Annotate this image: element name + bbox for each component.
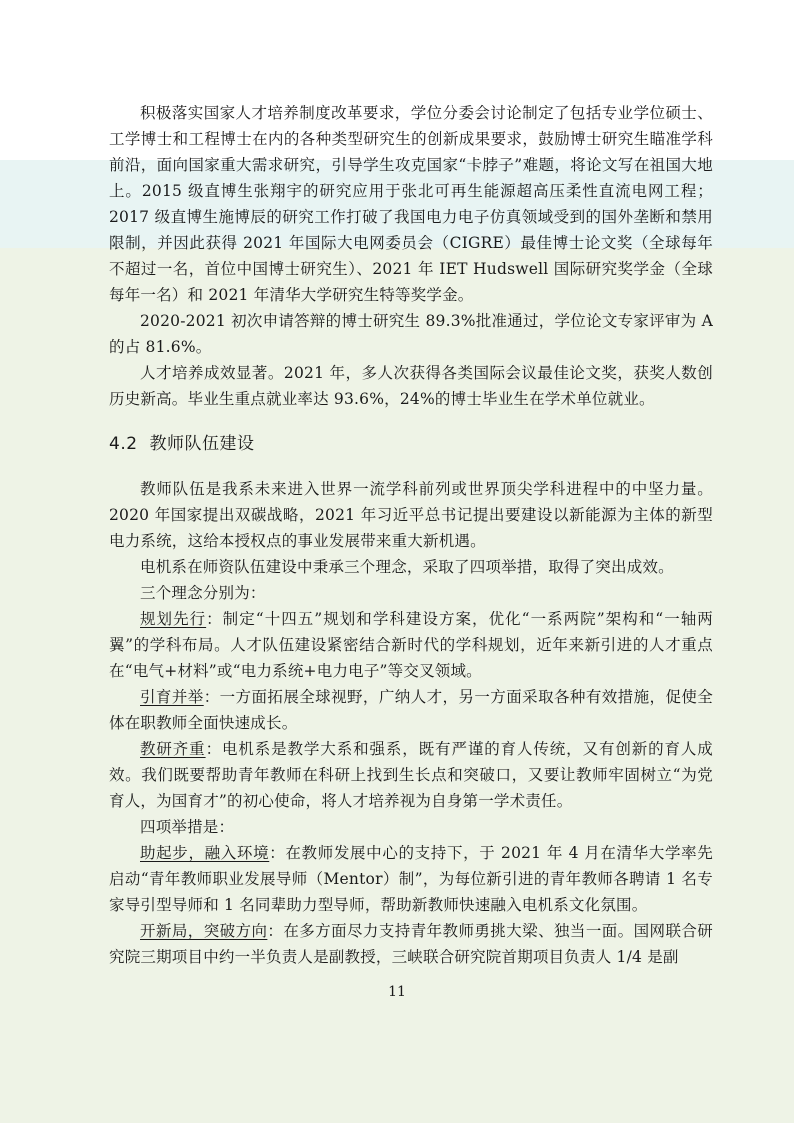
measure-text: ：在多方面尽力支持青年教师勇挑大梁、独当一面。国网联合研究院三期项目中约一半负责人是副教授，三峡联合研究院首期项目负责人 1/4 是副 xyxy=(109,922,713,966)
principle-text: ：一方面拓展全球视野，广纳人才，另一方面采取各种有效措施，促使全体在职教师全面快速成长。 xyxy=(109,688,713,732)
section-4-2-body xyxy=(109,476,713,970)
measure-item xyxy=(109,918,713,970)
principle-item xyxy=(109,684,713,736)
paragraph: 电机系在师资队伍建设中秉承三个理念，采取了四项举措，取得了突出成效。 xyxy=(140,558,674,576)
principle-item xyxy=(109,606,713,684)
paragraph: 积极落实国家人才培养制度改革要求，学位分委会讨论制定了包括专业学位硕士、工学博士和工程博士在内的各种类型研究生的创新成果要求，鼓励博士研究生瞄准学科前沿，面向国家重大需求研究，引导学生攻克国家“卡脖子”难题，将论文写在祖国大地上。2015 级直博生张翔宇的研究应用于张北可再生能源超高压柔性直流电网工程；2017 级直博生施博辰的研究工作打破了我国电力电子仿真领域受到的国外垄断和禁用限制，并因此获得 2021 年国际大电网委员会（CIGRE）最佳博士论文奖（全球每年不超过一名，首位中国博士研究生）、2021 年 IET Hudswell 国际研究奖学金（全球每年一名）和 2021 年清华大学研究生特等奖学金。 xyxy=(109,104,713,304)
paragraph: 人才培养成效显著。2021 年，多人次获得各类国际会议最佳论文奖，获奖人数创历史新高。毕业生重点就业率达 93.6%，24%的博士毕业生在学术单位就业。 xyxy=(109,364,713,408)
principle-label: 教研齐重 xyxy=(140,740,206,758)
paragraph: 三个理念分别为： xyxy=(140,584,266,602)
section-4-1-body xyxy=(109,100,713,412)
paragraph: 2020-2021 初次申请答辩的博士研究生 89.3%批准通过，学位论文专家评审为 A 的占 81.6%。 xyxy=(109,312,713,356)
principle-label: 引育并举 xyxy=(140,688,204,706)
page-number: 11 xyxy=(388,984,406,1000)
section-number: 4.2 xyxy=(109,434,138,454)
principle-text: ：制定“十四五”规划和学科建设方案，优化“一系两院”架构和“一轴两翼”的学科布局。人才队伍建设紧密结合新时代的学科规划，近年来新引进的人才重点在“电气+材料”或“电力系统+电力电子”等交叉领域。 xyxy=(109,610,713,680)
paragraph: 教师队伍是我系未来进入世界一流学科前列或世界顶尖学科进程中的中坚力量。2020 年国家提出双碳战略，2021 年习近平总书记提出要建设以新能源为主体的新型电力系统，这给本授权点的事业发展带来重大新机遇。 xyxy=(109,480,713,550)
principle-text: ：电机系是教学大系和强系，既有严谨的育人传统，又有创新的育人成效。我们既要帮助青年教师在科研上找到生长点和突破口，又要让教师牢固树立“为党育人，为国育才”的初心使命，将人才培养视为自身第一学术责任。 xyxy=(109,740,714,810)
section-heading xyxy=(109,430,254,458)
measure-label: 助起步，融入环境 xyxy=(140,844,270,862)
paragraph: 四项举措是： xyxy=(140,818,235,836)
measure-label: 开新局，突破方向 xyxy=(140,922,268,940)
principle-label: 规划先行 xyxy=(140,610,207,628)
measure-item xyxy=(109,840,713,918)
measure-text: ：在教师发展中心的支持下，于 2021 年 4 月在清华大学率先启动“青年教师职业发展导师（Mentor）制”，为每位新引进的青年教师各聘请 1 名专家导引型导师和 1 名同辈助力型导师，帮助新教师快速融入电机系文化氛围。 xyxy=(109,844,713,914)
principle-item xyxy=(109,736,713,814)
section-title: 教师队伍建设 xyxy=(149,434,255,454)
